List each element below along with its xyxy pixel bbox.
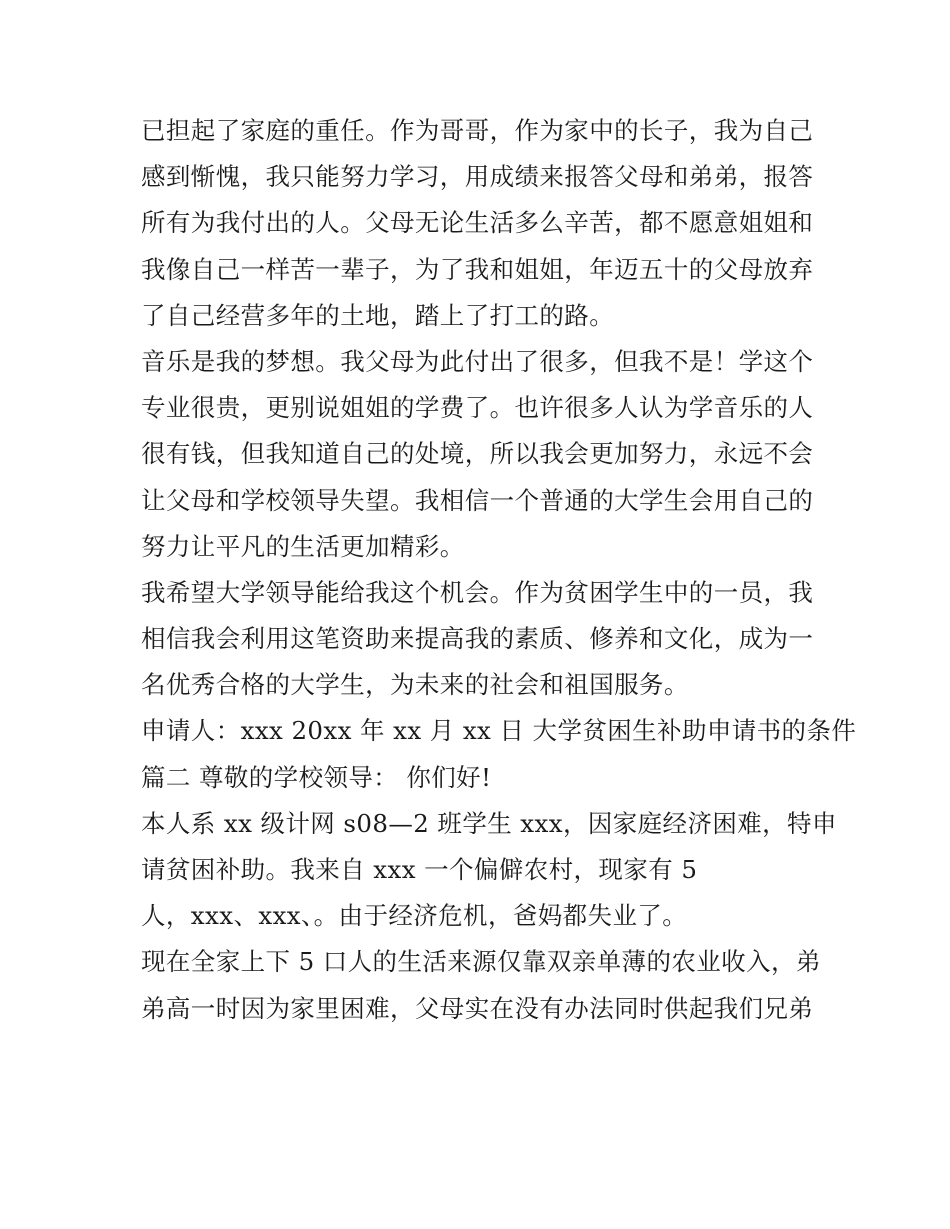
text-line: 了自己经营多年的土地，踏上了打工的路。	[141, 300, 615, 330]
salutation-line: 篇二 尊敬的学校领导： 你们好!	[141, 762, 492, 792]
applicant-line: 申请人：xxx 20xx 年 xx 月 xx 日 大学贫困生补助申请书的条件	[141, 716, 857, 746]
text-line: 现在全家上下 5 口人的生活来源仅靠双亲单薄的农业收入，弟	[141, 947, 821, 977]
text-line: 努力让平凡的生活更加精彩。	[141, 531, 465, 561]
text-line: 已担起了家庭的重任。作为哥哥，作为家中的长子，我为自己	[141, 116, 814, 145]
text-line: 人，xxx、xxx、。由于经济危机，爸妈都失业了。	[141, 901, 688, 931]
text-line: 很有钱，但我知道自己的处境，所以我会更加努力，永远不会	[141, 439, 814, 469]
text-line: 专业很贵，更别说姐姐的学费了。也许很多人认为学音乐的人	[141, 393, 814, 423]
text-line: 音乐是我的梦想。我父母为此付出了很多，但我不是！学这个	[141, 346, 814, 376]
text-line: 弟高一时因为家里困难，父母实在没有办法同时供起我们兄弟	[141, 993, 814, 1023]
document-body	[141, 108, 857, 1032]
text-line: 我希望大学领导能给我这个机会。作为贫困学生中的一员，我	[141, 577, 814, 607]
text-line: 名优秀合格的大学生，为未来的社会和祖国服务。	[141, 670, 689, 700]
text-line: 所有为我付出的人。父母无论生活多么辛苦，都不愿意姐姐和	[141, 208, 814, 238]
text-line: 让父母和学校领导失望。我相信一个普通的大学生会用自己的	[141, 485, 814, 515]
text-line: 感到惭愧，我只能努力学习，用成绩来报答父母和弟弟，报答	[141, 162, 814, 192]
text-line: 相信我会利用这笔资助来提高我的素质、修养和文化，成为一	[141, 624, 814, 654]
text-line: 本人系 xx 级计网 s08—2 班学生 xxx，因家庭经济困难，特申	[141, 808, 837, 838]
text-line: 我像自己一样苦一辈子，为了我和姐姐，年迈五十的父母放弃	[141, 254, 814, 284]
text-line: 请贫困补助。我来自 xxx 一个偏僻农村，现家有 5	[141, 855, 698, 884]
